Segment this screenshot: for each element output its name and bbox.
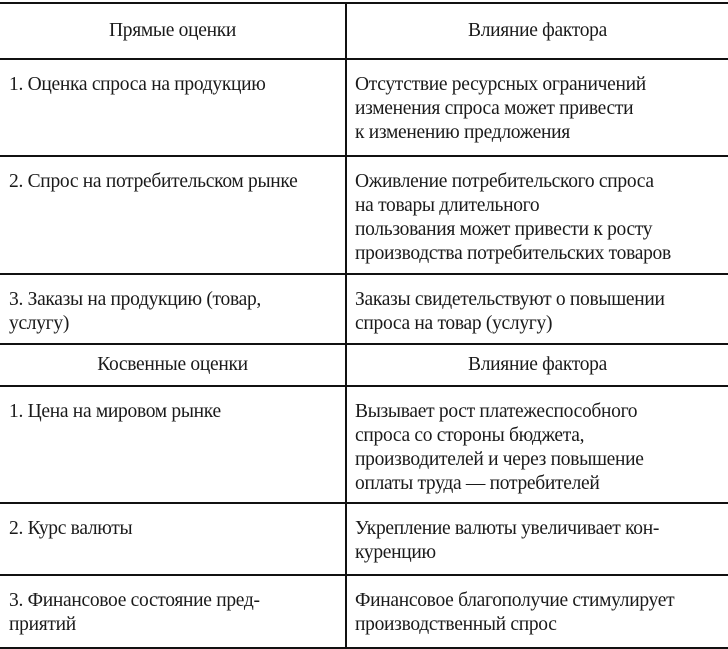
- header-factor-influence: Влияние фактора: [346, 3, 728, 59]
- table-row: [0, 386, 728, 503]
- table-row: [0, 274, 728, 344]
- table-row: [0, 59, 728, 156]
- table-header-row: [0, 3, 728, 59]
- header-factor-influence: Влияние фактора: [346, 344, 728, 386]
- row-label: 3. Финансовое состояние пред- приятий: [0, 575, 346, 648]
- row-description: Финансовое благополучие стимулирует производственный спрос: [346, 575, 728, 648]
- header-direct-estimates: Прямые оценки: [0, 3, 346, 59]
- table-row: [0, 503, 728, 575]
- row-description: Заказы свидетельствуют о повышении спроса на товар (услугу): [346, 274, 728, 344]
- row-description: Вызывает рост платежеспособного спроса со стороны бюджета, производителей и через повышение оплаты труда — потребителей: [346, 386, 728, 503]
- factors-table: [0, 2, 728, 649]
- row-description: Оживление потребительского спроса на товары длительного пользования может привести к росту производства потребительских товаров: [346, 156, 728, 274]
- row-label: 2. Спрос на потребительском рынке: [0, 156, 346, 274]
- row-label: 1. Оценка спроса на продукцию: [0, 59, 346, 156]
- row-label: 3. Заказы на продукцию (товар, услугу): [0, 274, 346, 344]
- row-description: Укрепление валюты увеличивает кон- куренцию: [346, 503, 728, 575]
- table-header-row: [0, 344, 728, 386]
- table-row: [0, 156, 728, 274]
- row-label: 1. Цена на мировом рынке: [0, 386, 346, 503]
- row-description: Отсутствие ресурсных ограничений изменения спроса может привести к изменению предложения: [346, 59, 728, 156]
- row-label: 2. Курс валюты: [0, 503, 346, 575]
- header-indirect-estimates: Косвенные оценки: [0, 344, 346, 386]
- table-row: [0, 575, 728, 648]
